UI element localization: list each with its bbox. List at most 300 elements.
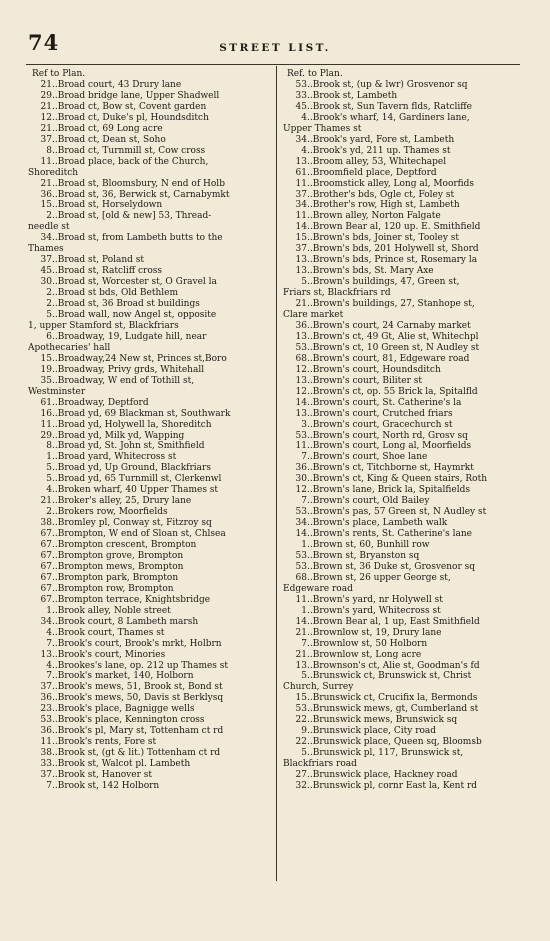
list-item (28, 781, 268, 792)
plan-ref: 21 (40, 80, 52, 90)
street-name: ..Brook's place, Kennington cross (52, 715, 205, 726)
list-item (28, 255, 268, 266)
street-name: ..Brook st, Lambeth (307, 90, 398, 101)
plan-ref: 12 (40, 112, 52, 123)
list-item (28, 365, 268, 376)
street-name: ..Brown's court, 24 Carnaby market (307, 320, 471, 331)
plan-ref: 12 (295, 386, 307, 397)
street-name: ..Brook's market, 140, Holborn (52, 671, 194, 682)
street-name: ..Brunswick place, City road (307, 726, 437, 737)
plan-ref: 67 (40, 572, 52, 583)
street-name: ..Broad st, Horselydown (52, 200, 163, 211)
street-name: ..Brompton crescent, Brompton (52, 540, 197, 551)
plan-ref: 15 (295, 693, 307, 704)
street-name: ..Broadway,24 New st, Princes st,Boro (52, 353, 227, 364)
street-name: ..Brook st, (gt & lit.) Tottenham ct rd (52, 748, 221, 759)
plan-ref: 37 (40, 134, 52, 145)
plan-ref: 12 (295, 364, 307, 375)
plan-ref: 9 (301, 726, 307, 737)
street-name: ..Brown's court, Crutched friars (307, 408, 453, 419)
street-name: ..Broad st, Bloomsbury, N end of Holb (52, 178, 225, 189)
plan-ref: 53 (295, 342, 307, 353)
street-name: ..Broad ct, 69 Long acre (52, 123, 163, 134)
street-name: ..Broad yd, St. John st, Smithfield (52, 441, 205, 452)
street-name: ..Brunswick place, Hackney road (307, 770, 458, 781)
street-name: ..Brown Bear al, 120 up. E. Smithfield (307, 222, 481, 233)
plan-ref: 38 (40, 518, 52, 529)
street-name: ..Brown's yard, Whitecross st (307, 605, 441, 616)
list-item (283, 540, 523, 551)
plan-ref: 67 (40, 594, 52, 605)
plan-ref: 36 (295, 463, 307, 474)
street-name: ..Brown's buildings, 47, Green st, (307, 277, 460, 288)
list-item (28, 650, 268, 661)
street-name: ..Brook's wharf, 14, Gardiners lane, (307, 112, 470, 123)
list-item (283, 211, 523, 222)
list-item (283, 562, 523, 573)
plan-ref: 13 (40, 649, 52, 660)
list-item (283, 321, 523, 332)
plan-ref: 5 (301, 671, 307, 682)
plan-ref: 34 (295, 134, 307, 145)
plan-ref: 3 (301, 419, 307, 430)
list-item (28, 715, 268, 726)
list-item (283, 299, 523, 310)
plan-ref: 23 (40, 704, 52, 715)
street-name: ..Brown's bds, Joiner st, Tooley st (307, 233, 460, 244)
list-item (283, 277, 523, 288)
list-item (283, 376, 523, 387)
street-name: ..Brown st, Bryanston sq (307, 550, 420, 561)
list-item (28, 485, 268, 496)
plan-ref: 7 (301, 496, 307, 507)
street-name: ..Brompton mews, Brompton (52, 561, 184, 572)
plan-ref: 36 (40, 693, 52, 704)
street-name: ..Brompton row, Brompton (52, 583, 174, 594)
street-name: ..Broad yd, 65 Turnmill st, Clerkenwl (52, 474, 222, 485)
list-item (283, 398, 523, 409)
list-item (28, 299, 268, 310)
street-name: ..Brook st, 142 Holborn (52, 781, 160, 791)
list-item (28, 584, 268, 595)
street-name: ..Brompton grove, Brompton (52, 550, 184, 561)
plan-ref: 8 (46, 145, 52, 156)
street-name: ..Brook's rents, Fore st (52, 737, 157, 748)
plan-ref: 21 (40, 123, 52, 134)
street-name: ..Brook's court, Brook's mrkt, Holbrn (52, 638, 222, 649)
plan-ref: 14 (295, 616, 307, 627)
street-name: ..Broad bridge lane, Upper Shadwell (52, 90, 220, 101)
list-item (28, 617, 268, 628)
plan-ref: 36 (295, 320, 307, 331)
plan-ref: 5 (46, 463, 52, 474)
street-name: ..Brunswick pl, 117, Brunswick st, (307, 748, 464, 759)
plan-ref: 2 (46, 288, 52, 299)
list-item (28, 474, 268, 485)
street-name: ..Brook st, (up & lwr) Grosvenor sq (307, 80, 468, 90)
street-name: ..Broad yard, Whitecross st (52, 452, 177, 463)
list-item (28, 376, 268, 387)
plan-ref: 13 (295, 255, 307, 266)
street-name: ..Brown's bds, Prince st, Rosemary la (307, 255, 478, 266)
plan-ref: 13 (295, 408, 307, 419)
plan-ref: 61 (295, 167, 307, 178)
list-item (28, 704, 268, 715)
plan-ref: 34 (40, 616, 52, 627)
street-name: ..Broad st, Ratcliff cross (52, 266, 163, 277)
running-title: STREET LIST. (219, 42, 331, 54)
plan-ref: 13 (295, 266, 307, 277)
plan-ref: 4 (46, 627, 52, 638)
list-item (28, 277, 268, 288)
list-item (283, 617, 523, 628)
street-name: ..Brother's row, High st, Lambeth (307, 200, 460, 211)
plan-ref: 11 (295, 211, 307, 222)
street-name: ..Broad st, 36 Broad st buildings (52, 299, 200, 310)
plan-ref: 1 (301, 540, 307, 551)
plan-ref: 11 (40, 419, 52, 430)
street-name: ..Brown alley, Norton Falgate (307, 211, 441, 222)
street-name: ..Brown's ct, 10 Green st, N Audley st (307, 342, 480, 353)
street-name: ..Broad st, 36, Berwick st, Carnabymkt (52, 189, 230, 200)
street-name: ..Broomstick alley, Long al, Moorfids (307, 178, 475, 189)
list-item (283, 595, 523, 606)
street-name: ..Brompton, W end of Sloan st, Chlsea (52, 529, 226, 540)
list-item (28, 200, 268, 211)
list-item (283, 748, 523, 759)
list-item (28, 431, 268, 442)
list-item (28, 310, 268, 321)
street-name: ..Brunswick pl, cornr East la, Kent rd (307, 781, 478, 791)
list-item (28, 671, 268, 682)
list-item (283, 343, 523, 354)
entry-continuation: Clare market (283, 310, 344, 321)
list-item (28, 420, 268, 431)
list-item (28, 606, 268, 617)
street-name: ..Brookes's lane, op. 212 up Thames st (52, 660, 229, 671)
list-item (283, 80, 523, 91)
plan-ref: 21 (295, 299, 307, 310)
list-item (283, 146, 523, 157)
street-name: ..Broad ct, Duke's pl, Houndsditch (52, 112, 209, 123)
plan-ref: 30 (295, 474, 307, 485)
street-name: ..Brunswick mews, gt, Cumberland st (307, 704, 479, 715)
plan-ref: 33 (295, 90, 307, 101)
list-item (28, 179, 268, 190)
street-name: ..Brown's bds, St. Mary Axe (307, 266, 434, 277)
plan-ref: 6 (46, 331, 52, 342)
plan-ref: 7 (46, 671, 52, 682)
street-name: ..Brokers row, Moorfields (52, 507, 168, 518)
list-item (28, 233, 268, 244)
plan-ref: 32 (295, 781, 307, 791)
list-item (28, 529, 268, 540)
plan-ref: 11 (40, 737, 52, 748)
header-rule (26, 64, 520, 65)
entry-continuation: Apothecaries' hall (28, 342, 111, 353)
plan-ref: 7 (46, 638, 52, 649)
street-name: ..Brompton park, Brompton (52, 572, 179, 583)
plan-ref: 22 (295, 737, 307, 748)
street-name: ..Brunswick ct, Crucifix la, Bermonds (307, 693, 478, 704)
list-item (283, 266, 523, 277)
street-name: ..Broad yd, 69 Blackman st, Southwark (52, 408, 231, 419)
plan-ref: 53 (295, 430, 307, 441)
plan-ref: 7 (301, 638, 307, 649)
plan-ref: 2 (46, 211, 52, 222)
list-item (283, 781, 523, 792)
street-name: ..Brown's court, Shoe lane (307, 452, 428, 463)
list-item (283, 387, 523, 398)
plan-ref: 45 (40, 266, 52, 277)
plan-ref: 14 (295, 222, 307, 233)
street-name: ..Brown's bds, 201 Holywell st, Shord (307, 244, 479, 255)
column-heading: Ref to Plan. (32, 69, 86, 79)
list-item (283, 726, 523, 737)
entry-list (28, 80, 268, 792)
street-name: ..Broadway, W end of Tothill st, (52, 375, 195, 386)
plan-ref: 53 (295, 561, 307, 572)
plan-ref: 67 (40, 529, 52, 540)
list-item (28, 80, 268, 91)
street-name: ..Broad st bds, Old Bethlem (52, 288, 178, 299)
street-name: ..Brunswick place, Queen sq, Bloomsb (307, 737, 482, 748)
list-item (283, 671, 523, 682)
list-item (283, 179, 523, 190)
plan-ref: 8 (46, 441, 52, 452)
list-item (283, 452, 523, 463)
plan-ref: 53 (295, 507, 307, 518)
plan-ref: 68 (295, 572, 307, 583)
list-item (283, 628, 523, 639)
plan-ref: 5 (301, 277, 307, 288)
plan-ref: 67 (40, 561, 52, 572)
plan-ref: 1 (301, 605, 307, 616)
list-item (283, 661, 523, 672)
plan-ref: 13 (295, 331, 307, 342)
street-name: ..Brook's mews, 50, Davis st Berklysq (52, 693, 224, 704)
list-item (28, 441, 268, 452)
street-name: ..Broad st, Worcester st, O Gravel la (52, 277, 217, 288)
list-item (283, 409, 523, 420)
list-item (283, 354, 523, 365)
plan-ref: 38 (40, 748, 52, 759)
street-name: ..Broadway, Deptford (52, 397, 149, 408)
list-item (28, 113, 268, 124)
street-name: ..Broad yd, Milk yd, Wapping (52, 430, 185, 441)
list-item (28, 102, 268, 113)
plan-ref: 15 (295, 233, 307, 244)
plan-ref: 36 (40, 189, 52, 200)
plan-ref: 11 (295, 594, 307, 605)
list-item (28, 496, 268, 507)
list-item (283, 507, 523, 518)
street-name: ..Brownlow st, 19, Drury lane (307, 627, 442, 638)
plan-ref: 35 (40, 375, 52, 386)
column-divider (276, 66, 277, 881)
plan-ref: 37 (295, 244, 307, 255)
plan-ref: 53 (295, 550, 307, 561)
plan-ref: 16 (40, 408, 52, 419)
plan-ref: 14 (295, 397, 307, 408)
street-name: ..Brown st, 60, Bunhill row (307, 540, 430, 551)
street-name: ..Broad place, back of the Church, (52, 156, 209, 167)
street-name: ..Brown's court, Long al, Moorfields (307, 441, 472, 452)
list-item (28, 551, 268, 562)
street-name: ..Brook's mews, 51, Brook st, Bond st (52, 682, 223, 693)
plan-ref: 61 (40, 397, 52, 408)
list-item (283, 157, 523, 168)
street-name: ..Brown's ct, 49 Gt, Alie st, Whitechpl (307, 331, 479, 342)
list-item (28, 748, 268, 759)
street-name: ..Brook's yard, Fore st, Lambeth (307, 134, 455, 145)
plan-ref: 4 (46, 660, 52, 671)
plan-ref: 4 (46, 485, 52, 496)
list-item (283, 113, 523, 124)
street-name: ..Brown's ct, Titchborne st, Haymrkt (307, 463, 474, 474)
plan-ref: 34 (40, 233, 52, 244)
list-item (283, 485, 523, 496)
list-item (28, 737, 268, 748)
list-item (283, 190, 523, 201)
street-name: ..Broadway, Privy grds, Whitehall (52, 364, 205, 375)
street-name: ..Brown's ct, King & Queen stairs, Roth (307, 474, 487, 485)
street-name: ..Broker's alley, 25, Drury lane (52, 496, 192, 507)
street-name: ..Brunswick ct, Brunswick st, Christ (307, 671, 472, 682)
plan-ref: 7 (46, 781, 52, 791)
street-name: ..Brown's court, St. Catherine's la (307, 397, 462, 408)
plan-ref: 37 (40, 255, 52, 266)
plan-ref: 37 (40, 770, 52, 781)
list-item (28, 288, 268, 299)
plan-ref: 67 (40, 540, 52, 551)
street-name: ..Broad st, [old & new] 53, Thread- (52, 211, 212, 222)
list-item (28, 595, 268, 606)
street-name: ..Broad court, 43 Drury lane (52, 80, 182, 90)
plan-ref: 12 (295, 485, 307, 496)
list-item (28, 759, 268, 770)
street-name: ..Broad ct, Bow st, Covent garden (52, 101, 207, 112)
entry-continuation: needle st (28, 222, 70, 233)
list-item (283, 200, 523, 211)
street-name: ..Broad st, Poland st (52, 255, 145, 266)
street-name: ..Broom alley, 53, Whitechapel (307, 156, 447, 167)
street-name: ..Brownson's ct, Alie st, Goodman's fd (307, 660, 480, 671)
plan-ref: 29 (40, 430, 52, 441)
list-item (283, 244, 523, 255)
street-name: ..Brown's court, Biliter st (307, 375, 422, 386)
street-name: ..Brook st, Sun Tavern flds, Ratcliffe (307, 101, 472, 112)
entry-continuation: Friars st, Blackfriars rd (283, 288, 391, 299)
street-name: ..Broadway, 19, Ludgate hill, near (52, 331, 207, 342)
street-name: ..Brook's pl, Mary st, Tottenham ct rd (52, 726, 224, 737)
plan-ref: 1 (46, 605, 52, 616)
plan-ref: 21 (295, 649, 307, 660)
plan-ref: 7 (301, 452, 307, 463)
list-item (283, 168, 523, 179)
plan-ref: 5 (301, 748, 307, 759)
list-item (283, 135, 523, 146)
list-item (283, 463, 523, 474)
plan-ref: 5 (46, 310, 52, 321)
list-item (283, 365, 523, 376)
list-item (283, 715, 523, 726)
street-name: ..Brook's place, Bagnigge wells (52, 704, 195, 715)
street-name: ..Brown's court, North rd, Grosv sq (307, 430, 468, 441)
street-name: ..Brook court, 8 Lambeth marsh (52, 616, 199, 627)
street-name: ..Brown's rents, St. Catherine's lane (307, 529, 473, 540)
list-item (28, 661, 268, 672)
street-name: ..Brown's pas, 57 Green st, N Audley st (307, 507, 487, 518)
plan-ref: 45 (295, 101, 307, 112)
street-name: ..Brownlow st, Long acre (307, 649, 422, 660)
list-item (283, 222, 523, 233)
list-item (28, 682, 268, 693)
plan-ref: 1 (46, 452, 52, 463)
street-name: ..Broad ct, Dean st, Soho (52, 134, 166, 145)
plan-ref: 21 (295, 627, 307, 638)
plan-ref: 5 (46, 474, 52, 485)
street-name: ..Brook st, Hanover st (52, 770, 152, 781)
list-item (28, 518, 268, 529)
plan-ref: 29 (40, 90, 52, 101)
plan-ref: 11 (295, 441, 307, 452)
list-item (28, 332, 268, 343)
list-item (283, 737, 523, 748)
list-item (283, 496, 523, 507)
list-item (283, 233, 523, 244)
entry-continuation: Westminster (28, 386, 86, 397)
street-name: ..Brown Bear al, 1 up, East Smithfield (307, 616, 480, 627)
street-name: ..Brook court, Thames st (52, 627, 165, 638)
plan-ref: 53 (295, 80, 307, 90)
list-item (283, 529, 523, 540)
street-name: ..Brown st, 36 Duke st, Grosvenor sq (307, 561, 475, 572)
plan-ref: 53 (40, 715, 52, 726)
street-name: ..Brown's ct, op. 55 Brick la, Spitalfld (307, 386, 478, 397)
street-name: ..Broken wharf, 40 Upper Thames st (52, 485, 219, 496)
page-number: 74 (28, 30, 60, 55)
list-item (283, 770, 523, 781)
list-item (28, 124, 268, 135)
plan-ref: 34 (295, 518, 307, 529)
plan-ref: 53 (295, 704, 307, 715)
street-name: ..Brown's court, 81, Edgeware road (307, 353, 470, 364)
list-item (28, 452, 268, 463)
right-column (283, 68, 523, 881)
street-name: ..Brompton terrace, Knightsbridge (52, 594, 211, 605)
street-name: ..Brook's yd, 211 up. Thames st (307, 145, 451, 156)
street-name: ..Brown's court, Gracechurch st (307, 419, 453, 430)
street-name: ..Brother's bds, Ogle ct, Foley st (307, 189, 455, 200)
plan-ref: 30 (40, 277, 52, 288)
plan-ref: 13 (295, 375, 307, 386)
plan-ref: 21 (40, 496, 52, 507)
entry-continuation: Edgeware road (283, 583, 353, 594)
plan-ref: 37 (295, 189, 307, 200)
plan-ref: 19 (40, 364, 52, 375)
street-name: ..Brook's court, Minories (52, 649, 166, 660)
street-name: ..Brown's buildings, 27, Stanhope st, (307, 299, 475, 310)
street-name: ..Brown's court, Old Bailey (307, 496, 430, 507)
list-item (28, 639, 268, 650)
list-item (28, 266, 268, 277)
list-item (28, 693, 268, 704)
list-item (283, 474, 523, 485)
plan-ref: 4 (301, 145, 307, 156)
list-item (283, 693, 523, 704)
plan-ref: 15 (40, 200, 52, 211)
